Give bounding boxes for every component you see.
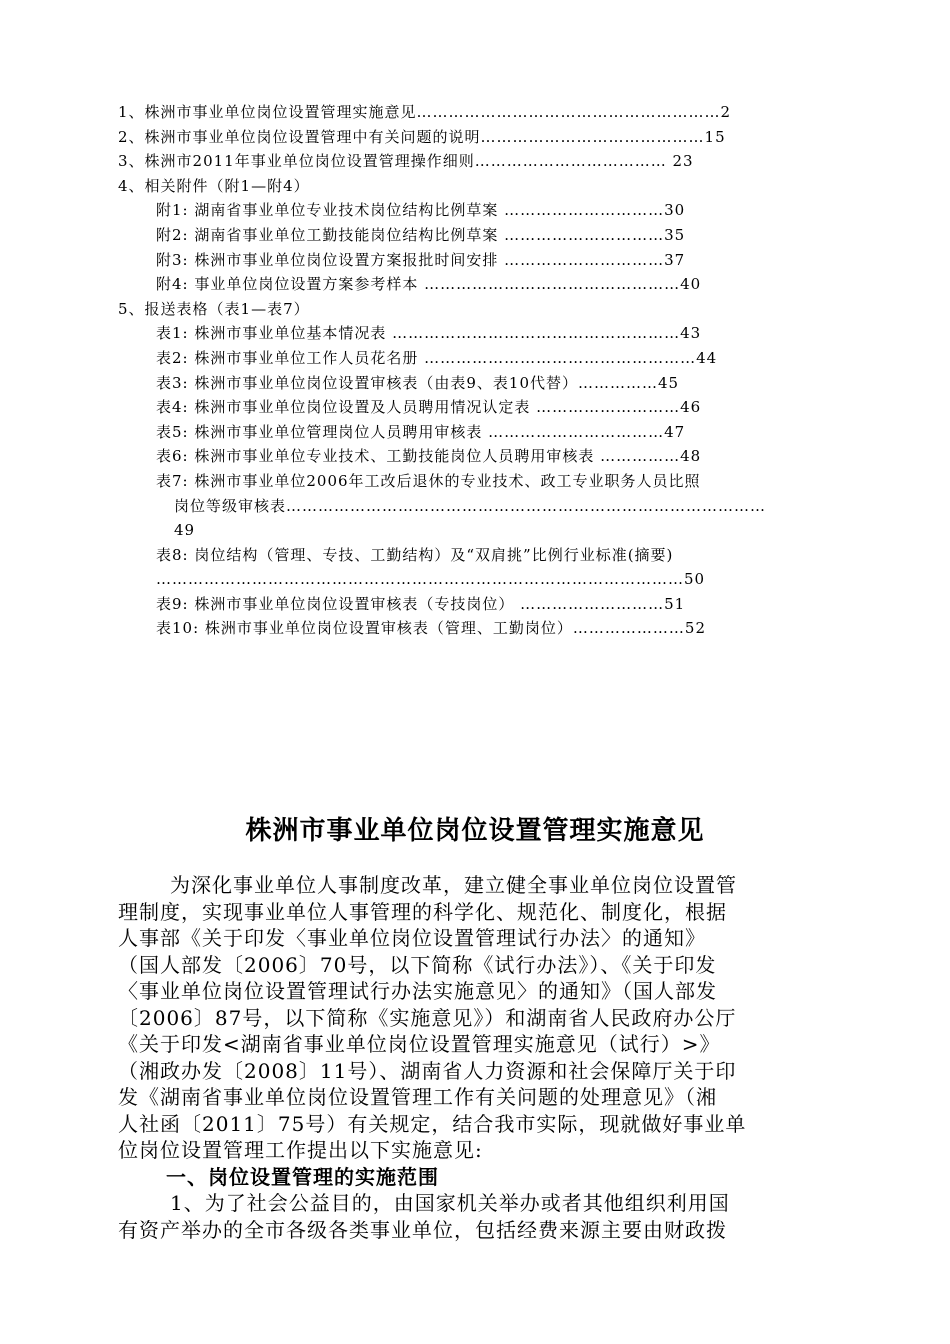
toc-entry[interactable]: 1、株洲市事业单位岗位设置管理实施意见…………………………………………………2 [118, 103, 732, 121]
paragraph-line: 为深化事业单位人事制度改革，建立健全事业单位岗位设置管 [170, 873, 737, 897]
toc-entry[interactable]: 附1: 湖南省事业单位专业技术岗位结构比例草案 …………………………30 [156, 201, 686, 220]
paragraph-line: 人社函〔2011〕75号）有关规定，结合我市实际，现就做好事业单 [118, 1111, 747, 1136]
toc-entry[interactable]: 表10: 株洲市事业单位岗位设置审核表（管理、工勤岗位）…………………52 [156, 619, 706, 638]
table-of-contents [118, 100, 818, 641]
toc-entry[interactable]: 表1: 株洲市事业单位基本情况表 ………………………………………………43 [156, 324, 702, 343]
toc-entry[interactable]: 49 [174, 521, 196, 540]
paragraph-line: （国人部发〔2006〕70号，以下简称《试行办法》）、《关于印发 [118, 952, 717, 977]
toc-entry[interactable]: 附2: 湖南省事业单位工勤技能岗位结构比例草案 …………………………35 [156, 225, 686, 244]
toc-entry[interactable]: 岗位等级审核表……………………………………………………………………………… [174, 496, 767, 515]
paragraph-line: 理制度，实现事业单位人事管理的科学化、规范化、制度化，根据 [118, 899, 727, 924]
toc-entry[interactable]: ………………………………………………………………………………………50 [156, 570, 706, 589]
paragraph-line: 有资产举办的全市各级各类事业单位，包括经费来源主要由财政拨 [118, 1217, 727, 1242]
toc-entry[interactable]: 表8: 岗位结构（管理、专技、工勤结构）及“双肩挑”比例行业标准(摘要) [156, 545, 674, 564]
toc-entry[interactable]: 表9: 株洲市事业单位岗位设置审核表（专技岗位） ………………………51 [156, 594, 686, 613]
toc-entry[interactable]: 表5: 株洲市事业单位管理岗位人员聘用审核表 ……………………………47 [156, 422, 686, 441]
toc-entry[interactable]: 表7: 株洲市事业单位2006年工改后退休的专业技术、政工专业职务人员比照 [156, 471, 701, 490]
toc-entry[interactable]: 5、报送表格（表1—表7） [118, 299, 310, 318]
document-title: 株洲市事业单位岗位设置管理实施意见 [245, 816, 705, 846]
paragraph-line: 人事部《关于印发〈事业单位岗位设置管理试行办法〉的通知》 [118, 926, 706, 950]
toc-entry[interactable]: 3、株洲市2011年事业单位岗位设置管理操作细则……………………………… 23 [118, 152, 694, 171]
toc-entry[interactable]: 附3: 株洲市事业单位岗位设置方案报批时间安排 …………………………37 [156, 250, 686, 269]
body-text [118, 872, 823, 1243]
paragraph-line: 〈事业单位岗位设置管理试行办法实施意见〉的通知》（国人部发 [118, 979, 717, 1003]
paragraph-line: （湘政办发〔2008〕11号）、湖南省人力资源和社会保障厅关于印 [118, 1058, 737, 1083]
toc-entry[interactable]: 表2: 株洲市事业单位工作人员花名册 ……………………………………………44 [156, 348, 718, 367]
toc-entry[interactable]: 表3: 株洲市事业单位岗位设置审核表（由表9、表10代替）……………45 [156, 373, 680, 392]
paragraph-line: 发《湖南省事业单位岗位设置管理工作有关问题的处理意见》（湘 [118, 1085, 717, 1109]
paragraph-line: 《关于印发<湖南省事业单位岗位设置管理实施意见（试行）>》 [118, 1032, 721, 1056]
paragraph-line: 1、为了社会公益目的，由国家机关举办或者其他组织利用国 [170, 1191, 730, 1215]
paragraph-line: 位岗位设置管理工作提出以下实施意见: [118, 1138, 483, 1162]
toc-entry[interactable]: 表6: 株洲市事业单位专业技术、工勤技能岗位人员聘用审核表 ……………48 [156, 447, 702, 466]
paragraph-line: 〔2006〕87号，以下简称《实施意见》）和湖南省人民政府办公厅 [118, 1005, 737, 1030]
toc-entry[interactable]: 表4: 株洲市事业单位岗位设置及人员聘用情况认定表 ………………………46 [156, 398, 702, 417]
toc-entry[interactable]: 4、相关附件（附1—附4） [118, 176, 310, 195]
toc-entry[interactable]: 2、株洲市事业单位岗位设置管理中有关问题的说明……………………………………15 [118, 127, 726, 146]
toc-entry[interactable]: 附4: 事业单位岗位设置方案参考样本 …………………………………………40 [156, 275, 702, 294]
section-heading: 一、岗位设置管理的实施范围 [166, 1164, 439, 1189]
